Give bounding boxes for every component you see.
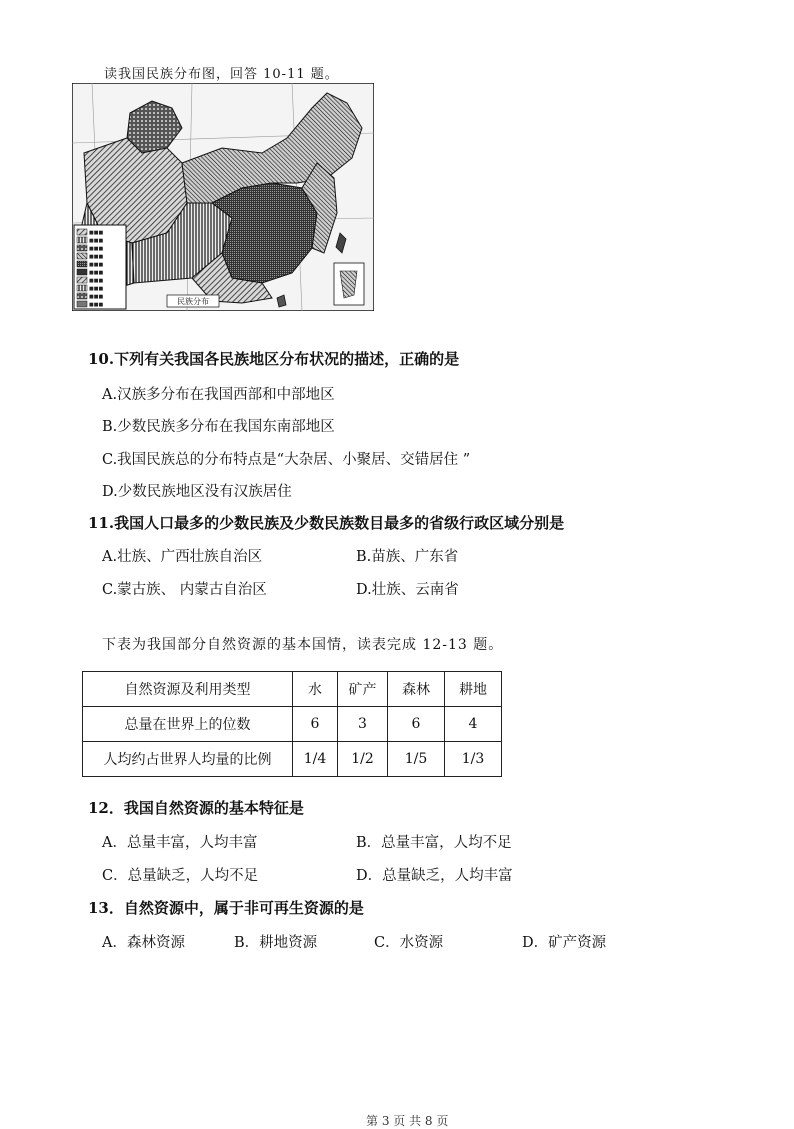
svg-text:■■■: ■■■ [89,270,104,276]
table-cell: 6 [293,707,338,742]
table-header-row [83,672,502,707]
map-intro: 读我国民族分布图，回答 10-11 题。 [104,67,339,82]
table-row [83,742,502,777]
table-cell: 3 [338,707,388,742]
table-header-cell: 耕地 [445,672,502,707]
table-cell: 总量在世界上的位数 [83,707,293,742]
table-cell: 1/5 [388,742,445,777]
q11-option-b[interactable]: B.苗族、广东省 [356,549,459,565]
svg-text:■■■: ■■■ [89,278,104,284]
question-13-stem: 13．自然资源中，属于非可再生资源的是 [88,899,364,917]
page-number: 第 3 页 共 8 页 [366,1114,449,1128]
q12-option-a[interactable]: A．总量丰富，人均丰富 [102,835,258,851]
svg-text:■■■: ■■■ [89,254,104,260]
q11-option-c[interactable]: C.蒙古族、 内蒙古自治区 [102,582,267,598]
q13-option-b[interactable]: B．耕地资源 [234,935,318,951]
resource-table [82,671,502,777]
ethnic-distribution-map [72,83,374,311]
q12-option-d[interactable]: D．总量缺乏，人均丰富 [356,868,513,884]
q10-option-b[interactable]: B.少数民族多分布在我国东南部地区 [102,419,335,435]
q11-option-d[interactable]: D.壮族、云南省 [356,582,459,598]
table-cell: 4 [445,707,502,742]
q12-option-b[interactable]: B．总量丰富，人均不足 [356,835,512,851]
svg-text:■■■: ■■■ [89,230,104,236]
table-header-cell: 自然资源及利用类型 [83,672,293,707]
q10-option-a[interactable]: A.汉族多分布在我国西部和中部地区 [102,387,335,403]
table-cell: 1/2 [338,742,388,777]
map-bottom-label: 民族分布 [177,297,209,306]
question-11-stem: 11.我国人口最多的少数民族及少数民族数目最多的省级行政区域分别是 [88,514,565,532]
svg-text:■■■: ■■■ [89,246,104,252]
q13-option-d[interactable]: D．矿产资源 [522,935,607,951]
svg-text:■■■: ■■■ [89,238,104,244]
table-cell: 1/3 [445,742,502,777]
question-10-stem: 10.下列有关我国各民族地区分布状况的描述，正确的是 [88,350,460,368]
q10-option-c[interactable]: C.我国民族总的分布特点是“大杂居、小聚居、交错居住 ” [102,452,471,468]
q13-option-c[interactable]: C．水资源 [374,935,444,951]
q13-option-a[interactable]: A．森林资源 [102,935,185,951]
svg-text:■■■: ■■■ [89,286,104,292]
svg-text:■■■: ■■■ [89,262,104,268]
q10-option-d[interactable]: D.少数民族地区没有汉族居住 [102,484,292,500]
table-row [83,707,502,742]
table-header-cell: 矿产 [338,672,388,707]
map-legend [74,225,126,309]
table-cell: 1/4 [293,742,338,777]
table-header-cell: 森林 [388,672,445,707]
svg-text:■■■: ■■■ [89,302,104,308]
q11-option-a[interactable]: A.壮族、广西壮族自治区 [102,549,263,565]
question-12-stem: 12．我国自然资源的基本特征是 [88,799,304,817]
table-cell: 人均约占世界人均量的比例 [83,742,293,777]
svg-text:■■■: ■■■ [89,294,104,300]
table-cell: 6 [388,707,445,742]
table-intro: 下表为我国部分自然资源的基本国情，读表完成 12-13 题。 [102,637,504,653]
table-header-cell: 水 [293,672,338,707]
q12-option-c[interactable]: C．总量缺乏，人均不足 [102,868,259,884]
